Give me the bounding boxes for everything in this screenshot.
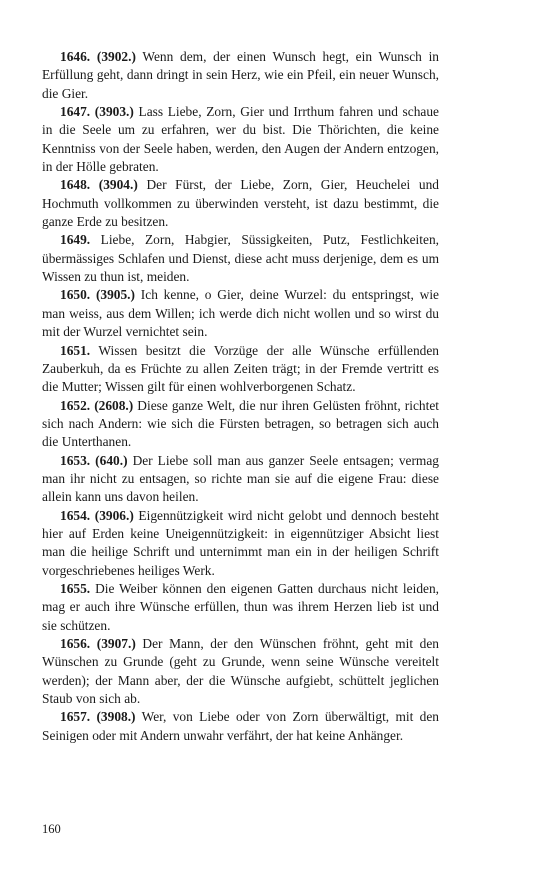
entry-number: 1648.	[60, 177, 91, 193]
entry-text: Wer, von Liebe oder von Zorn überwältigt, mit den Seinigen oder mit Andern unwahr verfährt, der hat keine Anhänger.	[42, 709, 439, 743]
entry-reference: (3905.)	[95, 287, 135, 303]
entry-reference: (3907.)	[96, 636, 136, 651]
entry-1650	[42, 286, 439, 341]
page-body	[42, 48, 439, 745]
entry-text: Die Weiber können den eigenen Gatten durchaus nicht leiden, mag er auch ihre Wünsche erfüllen, thun was ihrem Herzen lieb ist und sie schützen.	[42, 580, 439, 633]
entry-text: Der Liebe soll man aus ganzer Seele entsagen; vermag man ihr nicht zu entsagen, so richte man sie auf die eigene Frau: diese allein kann uns davon heilen.	[42, 452, 439, 505]
entry-text: Liebe, Zorn, Habgier, Süssigkeiten, Putz, Festlichkeiten, übermässiges Schlafen und Dienst, diese acht muss derjenige, dem es um Wissen zu thun ist, meiden.	[42, 232, 439, 285]
entry-number: 1650.	[60, 287, 91, 303]
entry-1648	[42, 176, 439, 231]
entry-number: 1647.	[60, 104, 91, 120]
entry-text: Der Fürst, der Liebe, Zorn, Gier, Heuchelei und Hochmuth vollkommen zu überwinden versteht, ist dazu bestimmt, die ganze Erde zu besitzen.	[42, 177, 439, 230]
entry-text: Der Mann, der den Wünschen fröhnt, geht mit den Wünschen zu Grunde (geht zu Grunde, wenn seine Wünsche vereitelt werden); der Mann aber, der die Wünsche aufgiebt, schüttelt jeglichen Staub von sich ab.	[42, 636, 439, 707]
entry-1649	[42, 231, 439, 286]
entry-text: Ich kenne, o Gier, deine Wurzel: du entspringst, wie man weiss, aus dem Willen; ich werde dich nicht wollen und so wirst du mit der Wurzel vernichtet sein.	[42, 287, 439, 340]
entry-1655	[42, 580, 439, 635]
entry-text: Lass Liebe, Zorn, Gier und Irrthum fahren und schaue in die Seele um zu erfahren, wer du bist. Die Thörichten, die keine Kenntniss von der Seele haben, werden, den Augen der Andern entzogen, in der Hölle gebraten.	[42, 104, 439, 175]
entry-1653	[42, 452, 439, 507]
entry-reference: (3903.)	[94, 104, 134, 120]
entry-number: 1646.	[60, 49, 91, 64]
entry-text: Wissen besitzt die Vorzüge der alle Wünsche erfüllenden Zauberkuh, da es Früchte zu allen Zeiten trägt; in der Fremde vertritt es die Mutter; Wissen gilt für einen wohlverborgenen Schatz.	[42, 342, 439, 395]
entry-reference: (3906.)	[94, 507, 134, 523]
entry-text: Wenn dem, der einen Wunsch hegt, ein Wunsch in Erfüllung geht, dann dringt in sein Herz, wie ein Pfeil, ein neuer Wunsch, die Gier.	[42, 49, 439, 101]
entry-reference: (3908.)	[96, 709, 136, 725]
entry-number: 1657.	[60, 709, 91, 725]
entry-number: 1652.	[60, 397, 91, 413]
entry-number: 1651.	[60, 342, 91, 358]
page-number: 160	[42, 822, 61, 836]
entry-number: 1654.	[60, 507, 91, 523]
entry-text: Diese ganze Welt, die nur ihren Gelüsten fröhnt, richtet sich nach Andern: wie sich die Fürsten betragen, so betragen sich auch die Unterthanen.	[42, 397, 439, 450]
entry-1656	[42, 635, 439, 708]
entry-number: 1653.	[60, 452, 91, 468]
entry-1647	[42, 103, 439, 176]
entry-reference: (640.)	[95, 452, 128, 468]
entry-number: 1655.	[60, 580, 91, 596]
entry-1654	[42, 507, 439, 580]
entry-1646	[42, 48, 439, 103]
entry-reference: (3902.)	[96, 49, 136, 64]
entry-reference: (3904.)	[98, 177, 138, 193]
entry-1657	[42, 708, 439, 745]
entry-text: Eigennützigkeit wird nicht gelobt und dennoch besteht hier auf Erden keine Uneigennützigkeit: in eigennütziger Absicht liest man die heilige Schrift und unternimmt man ein in der heiligen Schrift vorgeschriebenes heiliges Werk.	[42, 507, 439, 578]
entry-1652	[42, 397, 439, 452]
entry-number: 1656.	[60, 636, 91, 651]
entry-number: 1649.	[60, 232, 91, 248]
entry-1651	[42, 342, 439, 397]
entry-reference: (2608.)	[94, 397, 134, 413]
